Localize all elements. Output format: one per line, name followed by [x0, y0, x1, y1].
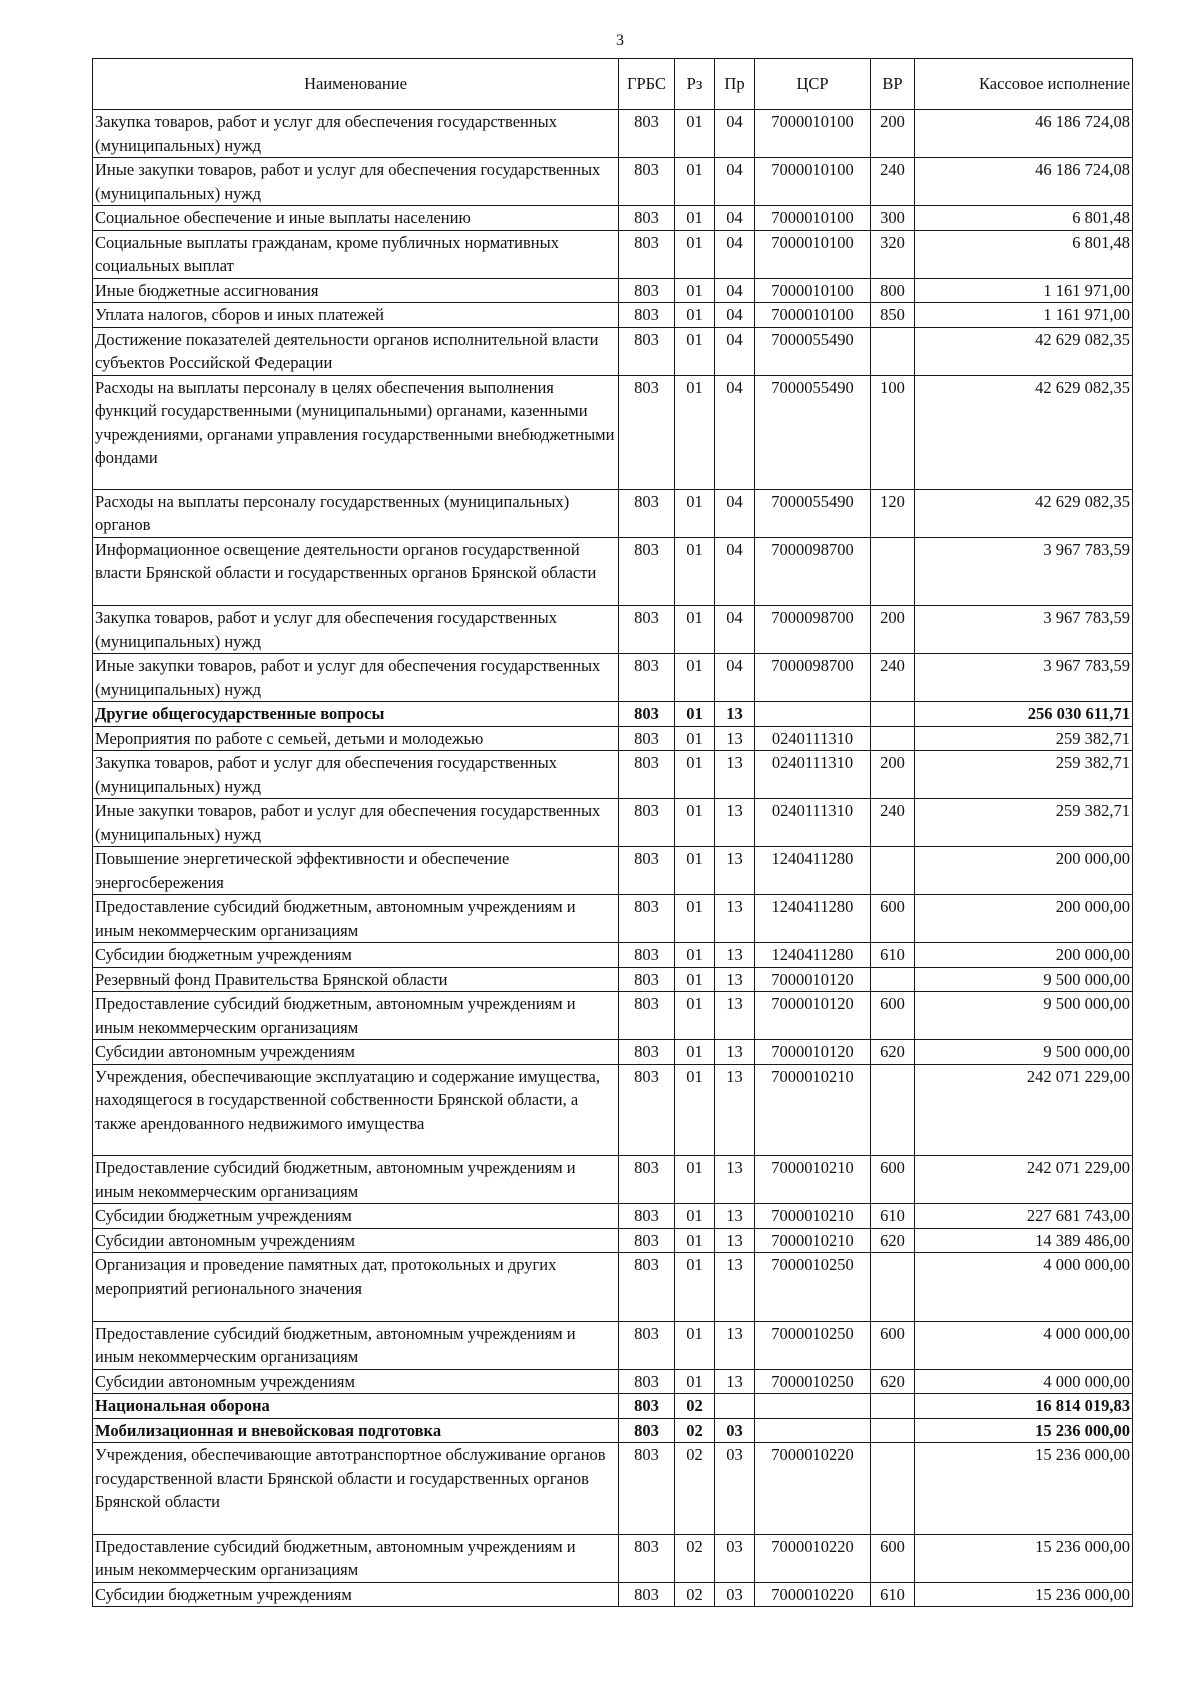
cell-name: Иные закупки товаров, работ и услуг для обеспечения государственных (муниципальных) нужд: [93, 799, 619, 847]
cell-csr: 7000010210: [755, 1204, 871, 1229]
cell-vr: [871, 1418, 915, 1443]
cell-name: Организация и проведение памятных дат, протокольных и других мероприятий регионального значения: [93, 1253, 619, 1322]
cell-rz: 01: [675, 1369, 715, 1394]
cell-csr: 7000055490: [755, 327, 871, 375]
cell-rz: 01: [675, 992, 715, 1040]
cell-pr: 04: [715, 537, 755, 606]
cell-name: Расходы на выплаты персоналу в целях обеспечения выполнения функций государственными (муниципальными) органами, казенными учреждениями, органами управления государственными внебюджетными фондами: [93, 375, 619, 489]
cell-amount: 9 500 000,00: [915, 992, 1133, 1040]
cell-csr: [755, 702, 871, 727]
cell-pr: 13: [715, 1228, 755, 1253]
page-number: 3: [616, 32, 624, 49]
cell-pr: 13: [715, 702, 755, 727]
cell-rz: 01: [675, 654, 715, 702]
table-row: [93, 1582, 1133, 1607]
cell-vr: [871, 847, 915, 895]
cell-csr: [755, 1418, 871, 1443]
table-row: [93, 702, 1133, 727]
cell-amount: 1 161 971,00: [915, 303, 1133, 328]
cell-amount: 4 000 000,00: [915, 1321, 1133, 1369]
cell-vr: 200: [871, 751, 915, 799]
cell-csr: 7000010100: [755, 110, 871, 158]
cell-csr: 7000010220: [755, 1582, 871, 1607]
cell-vr: 600: [871, 1156, 915, 1204]
cell-name: Предоставление субсидий бюджетным, автономным учреждениям и иным некоммерческим организациям: [93, 992, 619, 1040]
cell-grbs: 803: [619, 943, 675, 968]
cell-vr: [871, 967, 915, 992]
cell-amount: 6 801,48: [915, 206, 1133, 231]
cell-pr: 13: [715, 1040, 755, 1065]
table-row: [93, 1064, 1133, 1155]
table-row: [93, 206, 1133, 231]
cell-csr: 7000010250: [755, 1253, 871, 1322]
cell-pr: 04: [715, 375, 755, 489]
cell-rz: 01: [675, 230, 715, 278]
table-row: [93, 1418, 1133, 1443]
cell-rz: 01: [675, 1253, 715, 1322]
cell-grbs: 803: [619, 1418, 675, 1443]
cell-grbs: 803: [619, 895, 675, 943]
cell-csr: 7000010100: [755, 158, 871, 206]
cell-vr: [871, 537, 915, 606]
cell-amount: 259 382,71: [915, 751, 1133, 799]
table-row: [93, 375, 1133, 489]
table-row: [93, 967, 1133, 992]
cell-grbs: 803: [619, 1204, 675, 1229]
cell-vr: 240: [871, 158, 915, 206]
table-row: [93, 895, 1133, 943]
cell-rz: 01: [675, 375, 715, 489]
cell-pr: 03: [715, 1443, 755, 1534]
cell-csr: 1240411280: [755, 847, 871, 895]
table-row: [93, 1443, 1133, 1534]
table-row: [93, 1369, 1133, 1394]
cell-csr: 7000010220: [755, 1534, 871, 1582]
cell-vr: 620: [871, 1228, 915, 1253]
cell-rz: 01: [675, 943, 715, 968]
cell-vr: [871, 1394, 915, 1419]
cell-rz: 01: [675, 1156, 715, 1204]
cell-amount: 9 500 000,00: [915, 1040, 1133, 1065]
cell-amount: 15 236 000,00: [915, 1443, 1133, 1534]
cell-csr: 7000010210: [755, 1156, 871, 1204]
cell-amount: 3 967 783,59: [915, 537, 1133, 606]
cell-pr: 03: [715, 1418, 755, 1443]
cell-pr: 04: [715, 278, 755, 303]
table-row: [93, 1394, 1133, 1419]
cell-vr: 610: [871, 1204, 915, 1229]
table-row: [93, 1156, 1133, 1204]
cell-amount: 1 161 971,00: [915, 278, 1133, 303]
cell-pr: 04: [715, 303, 755, 328]
cell-vr: 610: [871, 943, 915, 968]
cell-grbs: 803: [619, 230, 675, 278]
cell-rz: 01: [675, 303, 715, 328]
cell-pr: 13: [715, 1064, 755, 1155]
cell-amount: 242 071 229,00: [915, 1156, 1133, 1204]
budget-execution-table: [92, 58, 1133, 1607]
cell-name: Иные закупки товаров, работ и услуг для обеспечения государственных (муниципальных) нужд: [93, 654, 619, 702]
table-row: [93, 1228, 1133, 1253]
table-row: [93, 726, 1133, 751]
cell-csr: 7000010100: [755, 206, 871, 231]
cell-amount: 16 814 019,83: [915, 1394, 1133, 1419]
cell-csr: 7000010210: [755, 1228, 871, 1253]
cell-name: Субсидии автономным учреждениям: [93, 1040, 619, 1065]
cell-csr: 1240411280: [755, 895, 871, 943]
table-row: [93, 230, 1133, 278]
cell-grbs: 803: [619, 1534, 675, 1582]
header-rz: Рз: [675, 59, 715, 110]
cell-amount: 259 382,71: [915, 726, 1133, 751]
cell-grbs: 803: [619, 375, 675, 489]
cell-csr: 7000010250: [755, 1369, 871, 1394]
cell-csr: 0240111310: [755, 751, 871, 799]
cell-grbs: 803: [619, 1582, 675, 1607]
cell-vr: [871, 702, 915, 727]
cell-csr: 7000010220: [755, 1443, 871, 1534]
cell-grbs: 803: [619, 327, 675, 375]
cell-grbs: 803: [619, 303, 675, 328]
cell-grbs: 803: [619, 158, 675, 206]
cell-grbs: 803: [619, 606, 675, 654]
cell-pr: 13: [715, 847, 755, 895]
cell-vr: 610: [871, 1582, 915, 1607]
cell-vr: 200: [871, 606, 915, 654]
cell-vr: [871, 1253, 915, 1322]
cell-vr: 620: [871, 1040, 915, 1065]
cell-rz: 01: [675, 327, 715, 375]
cell-pr: 04: [715, 110, 755, 158]
cell-rz: 01: [675, 751, 715, 799]
cell-csr: 7000010250: [755, 1321, 871, 1369]
cell-pr: 13: [715, 1253, 755, 1322]
cell-name: Предоставление субсидий бюджетным, автономным учреждениям и иным некоммерческим организациям: [93, 1156, 619, 1204]
cell-amount: 200 000,00: [915, 847, 1133, 895]
cell-vr: 240: [871, 654, 915, 702]
cell-grbs: 803: [619, 537, 675, 606]
cell-amount: 200 000,00: [915, 895, 1133, 943]
cell-rz: 01: [675, 847, 715, 895]
cell-csr: 7000010120: [755, 1040, 871, 1065]
cell-rz: 01: [675, 278, 715, 303]
table-body: [93, 110, 1133, 1607]
table-row: [93, 1321, 1133, 1369]
cell-pr: 04: [715, 654, 755, 702]
cell-amount: 42 629 082,35: [915, 327, 1133, 375]
cell-rz: 01: [675, 206, 715, 231]
header-name: Наименование: [93, 59, 619, 110]
cell-grbs: 803: [619, 1156, 675, 1204]
cell-rz: 01: [675, 895, 715, 943]
cell-rz: 01: [675, 702, 715, 727]
cell-vr: 240: [871, 799, 915, 847]
cell-rz: 02: [675, 1443, 715, 1534]
cell-name: Мобилизационная и вневойсковая подготовка: [93, 1418, 619, 1443]
cell-csr: 7000055490: [755, 375, 871, 489]
cell-pr: 03: [715, 1582, 755, 1607]
cell-vr: 300: [871, 206, 915, 231]
cell-name: Иные закупки товаров, работ и услуг для обеспечения государственных (муниципальных) нужд: [93, 158, 619, 206]
cell-amount: 256 030 611,71: [915, 702, 1133, 727]
cell-name: Другие общегосударственные вопросы: [93, 702, 619, 727]
cell-pr: 04: [715, 158, 755, 206]
table-row: [93, 110, 1133, 158]
cell-name: Учреждения, обеспечивающие эксплуатацию и содержание имущества, находящегося в государственной собственности Брянской области, а также арендованного недвижимого имущества: [93, 1064, 619, 1155]
cell-vr: [871, 726, 915, 751]
cell-name: Субсидии автономным учреждениям: [93, 1369, 619, 1394]
table-row: [93, 1534, 1133, 1582]
cell-amount: 46 186 724,08: [915, 110, 1133, 158]
cell-csr: [755, 1394, 871, 1419]
table-row: [93, 847, 1133, 895]
cell-vr: 600: [871, 992, 915, 1040]
cell-vr: [871, 327, 915, 375]
table-row: [93, 751, 1133, 799]
table-row: [93, 992, 1133, 1040]
cell-vr: 100: [871, 375, 915, 489]
table-row: [93, 278, 1133, 303]
cell-pr: 13: [715, 992, 755, 1040]
cell-name: Уплата налогов, сборов и иных платежей: [93, 303, 619, 328]
cell-rz: 01: [675, 1228, 715, 1253]
cell-vr: 800: [871, 278, 915, 303]
cell-csr: 0240111310: [755, 799, 871, 847]
cell-csr: 7000055490: [755, 489, 871, 537]
cell-amount: 242 071 229,00: [915, 1064, 1133, 1155]
cell-grbs: 803: [619, 654, 675, 702]
cell-rz: 01: [675, 606, 715, 654]
cell-rz: 01: [675, 537, 715, 606]
cell-name: Расходы на выплаты персоналу государственных (муниципальных) органов: [93, 489, 619, 537]
table-row: [93, 1040, 1133, 1065]
cell-pr: 13: [715, 943, 755, 968]
cell-csr: 7000098700: [755, 537, 871, 606]
cell-rz: 02: [675, 1534, 715, 1582]
cell-pr: 13: [715, 967, 755, 992]
cell-pr: 03: [715, 1534, 755, 1582]
cell-grbs: 803: [619, 967, 675, 992]
cell-pr: 04: [715, 606, 755, 654]
cell-grbs: 803: [619, 847, 675, 895]
cell-pr: 13: [715, 895, 755, 943]
cell-grbs: 803: [619, 751, 675, 799]
cell-vr: 200: [871, 110, 915, 158]
header-amount: Кассовое исполнение: [915, 59, 1133, 110]
table-row: [93, 1204, 1133, 1229]
cell-rz: 01: [675, 1064, 715, 1155]
cell-csr: 7000010120: [755, 992, 871, 1040]
cell-pr: 13: [715, 751, 755, 799]
cell-grbs: 803: [619, 1321, 675, 1369]
cell-amount: 200 000,00: [915, 943, 1133, 968]
cell-rz: 01: [675, 967, 715, 992]
cell-pr: 04: [715, 327, 755, 375]
table-row: [93, 1253, 1133, 1322]
cell-amount: 259 382,71: [915, 799, 1133, 847]
cell-name: Социальные выплаты гражданам, кроме публичных нормативных социальных выплат: [93, 230, 619, 278]
table-row: [93, 537, 1133, 606]
cell-vr: 600: [871, 895, 915, 943]
cell-amount: 42 629 082,35: [915, 375, 1133, 489]
cell-name: Предоставление субсидий бюджетным, автономным учреждениям и иным некоммерческим организациям: [93, 895, 619, 943]
cell-rz: 01: [675, 110, 715, 158]
cell-rz: 01: [675, 158, 715, 206]
cell-csr: 7000010120: [755, 967, 871, 992]
cell-grbs: 803: [619, 1443, 675, 1534]
table-row: [93, 489, 1133, 537]
table-row: [93, 943, 1133, 968]
cell-pr: 13: [715, 1369, 755, 1394]
cell-amount: 14 389 486,00: [915, 1228, 1133, 1253]
cell-rz: 02: [675, 1418, 715, 1443]
cell-grbs: 803: [619, 489, 675, 537]
cell-name: Предоставление субсидий бюджетным, автономным учреждениям и иным некоммерческим организациям: [93, 1534, 619, 1582]
cell-amount: 15 236 000,00: [915, 1582, 1133, 1607]
cell-pr: 04: [715, 489, 755, 537]
cell-name: Повышение энергетической эффективности и обеспечение энергосбережения: [93, 847, 619, 895]
header-grbs: ГРБС: [619, 59, 675, 110]
cell-grbs: 803: [619, 1253, 675, 1322]
cell-name: Мероприятия по работе с семьей, детьми и молодежью: [93, 726, 619, 751]
cell-name: Достижение показателей деятельности органов исполнительной власти субъектов Российской Федерации: [93, 327, 619, 375]
cell-pr: 13: [715, 1204, 755, 1229]
cell-rz: 02: [675, 1394, 715, 1419]
cell-rz: 01: [675, 1204, 715, 1229]
cell-grbs: 803: [619, 702, 675, 727]
cell-rz: 01: [675, 1321, 715, 1369]
cell-csr: 1240411280: [755, 943, 871, 968]
cell-name: Субсидии бюджетным учреждениям: [93, 1582, 619, 1607]
table-row: [93, 158, 1133, 206]
cell-name: Закупка товаров, работ и услуг для обеспечения государственных (муниципальных) нужд: [93, 606, 619, 654]
cell-pr: 13: [715, 799, 755, 847]
cell-grbs: 803: [619, 1064, 675, 1155]
table-row: [93, 303, 1133, 328]
cell-grbs: 803: [619, 726, 675, 751]
cell-grbs: 803: [619, 1369, 675, 1394]
header-pr: Пр: [715, 59, 755, 110]
cell-grbs: 803: [619, 278, 675, 303]
cell-pr: 13: [715, 1321, 755, 1369]
cell-grbs: 803: [619, 1040, 675, 1065]
table-row: [93, 606, 1133, 654]
cell-vr: [871, 1064, 915, 1155]
cell-amount: 3 967 783,59: [915, 654, 1133, 702]
cell-grbs: 803: [619, 1228, 675, 1253]
cell-grbs: 803: [619, 799, 675, 847]
cell-amount: 227 681 743,00: [915, 1204, 1133, 1229]
cell-vr: 600: [871, 1534, 915, 1582]
cell-grbs: 803: [619, 1394, 675, 1419]
cell-name: Закупка товаров, работ и услуг для обеспечения государственных (муниципальных) нужд: [93, 110, 619, 158]
cell-csr: 7000010100: [755, 230, 871, 278]
cell-csr: 0240111310: [755, 726, 871, 751]
header-csr: ЦСР: [755, 59, 871, 110]
cell-vr: [871, 1443, 915, 1534]
cell-name: Национальная оборона: [93, 1394, 619, 1419]
cell-vr: 320: [871, 230, 915, 278]
cell-name: Резервный фонд Правительства Брянской области: [93, 967, 619, 992]
cell-name: Субсидии бюджетным учреждениям: [93, 1204, 619, 1229]
table-row: [93, 799, 1133, 847]
cell-name: Субсидии бюджетным учреждениям: [93, 943, 619, 968]
cell-vr: 600: [871, 1321, 915, 1369]
cell-name: Закупка товаров, работ и услуг для обеспечения государственных (муниципальных) нужд: [93, 751, 619, 799]
cell-pr: 13: [715, 726, 755, 751]
cell-grbs: 803: [619, 110, 675, 158]
cell-csr: 7000098700: [755, 606, 871, 654]
cell-vr: 620: [871, 1369, 915, 1394]
cell-pr: 04: [715, 206, 755, 231]
cell-amount: 15 236 000,00: [915, 1418, 1133, 1443]
cell-amount: 4 000 000,00: [915, 1253, 1133, 1322]
cell-amount: 3 967 783,59: [915, 606, 1133, 654]
cell-amount: 46 186 724,08: [915, 158, 1133, 206]
table-header-row: [93, 59, 1133, 110]
cell-grbs: 803: [619, 992, 675, 1040]
cell-name: Информационное освещение деятельности органов государственной власти Брянской области и государственных органов Брянской области: [93, 537, 619, 606]
cell-rz: 01: [675, 726, 715, 751]
cell-grbs: 803: [619, 206, 675, 231]
cell-name: Социальное обеспечение и иные выплаты населению: [93, 206, 619, 231]
table-row: [93, 327, 1133, 375]
cell-csr: 7000010100: [755, 303, 871, 328]
cell-rz: 02: [675, 1582, 715, 1607]
table-row: [93, 654, 1133, 702]
cell-amount: 4 000 000,00: [915, 1369, 1133, 1394]
cell-name: Учреждения, обеспечивающие автотранспортное обслуживание органов государственной власти Брянской области и государственных органов Брянской области: [93, 1443, 619, 1534]
cell-name: Предоставление субсидий бюджетным, автономным учреждениям и иным некоммерческим организациям: [93, 1321, 619, 1369]
cell-csr: 7000010100: [755, 278, 871, 303]
cell-rz: 01: [675, 489, 715, 537]
cell-amount: 42 629 082,35: [915, 489, 1133, 537]
cell-pr: [715, 1394, 755, 1419]
cell-csr: 7000098700: [755, 654, 871, 702]
cell-amount: 15 236 000,00: [915, 1534, 1133, 1582]
cell-rz: 01: [675, 799, 715, 847]
cell-vr: 120: [871, 489, 915, 537]
cell-name: Субсидии автономным учреждениям: [93, 1228, 619, 1253]
cell-amount: 6 801,48: [915, 230, 1133, 278]
cell-vr: 850: [871, 303, 915, 328]
cell-name: Иные бюджетные ассигнования: [93, 278, 619, 303]
cell-amount: 9 500 000,00: [915, 967, 1133, 992]
cell-rz: 01: [675, 1040, 715, 1065]
header-vr: ВР: [871, 59, 915, 110]
cell-pr: 13: [715, 1156, 755, 1204]
cell-pr: 04: [715, 230, 755, 278]
cell-csr: 7000010210: [755, 1064, 871, 1155]
